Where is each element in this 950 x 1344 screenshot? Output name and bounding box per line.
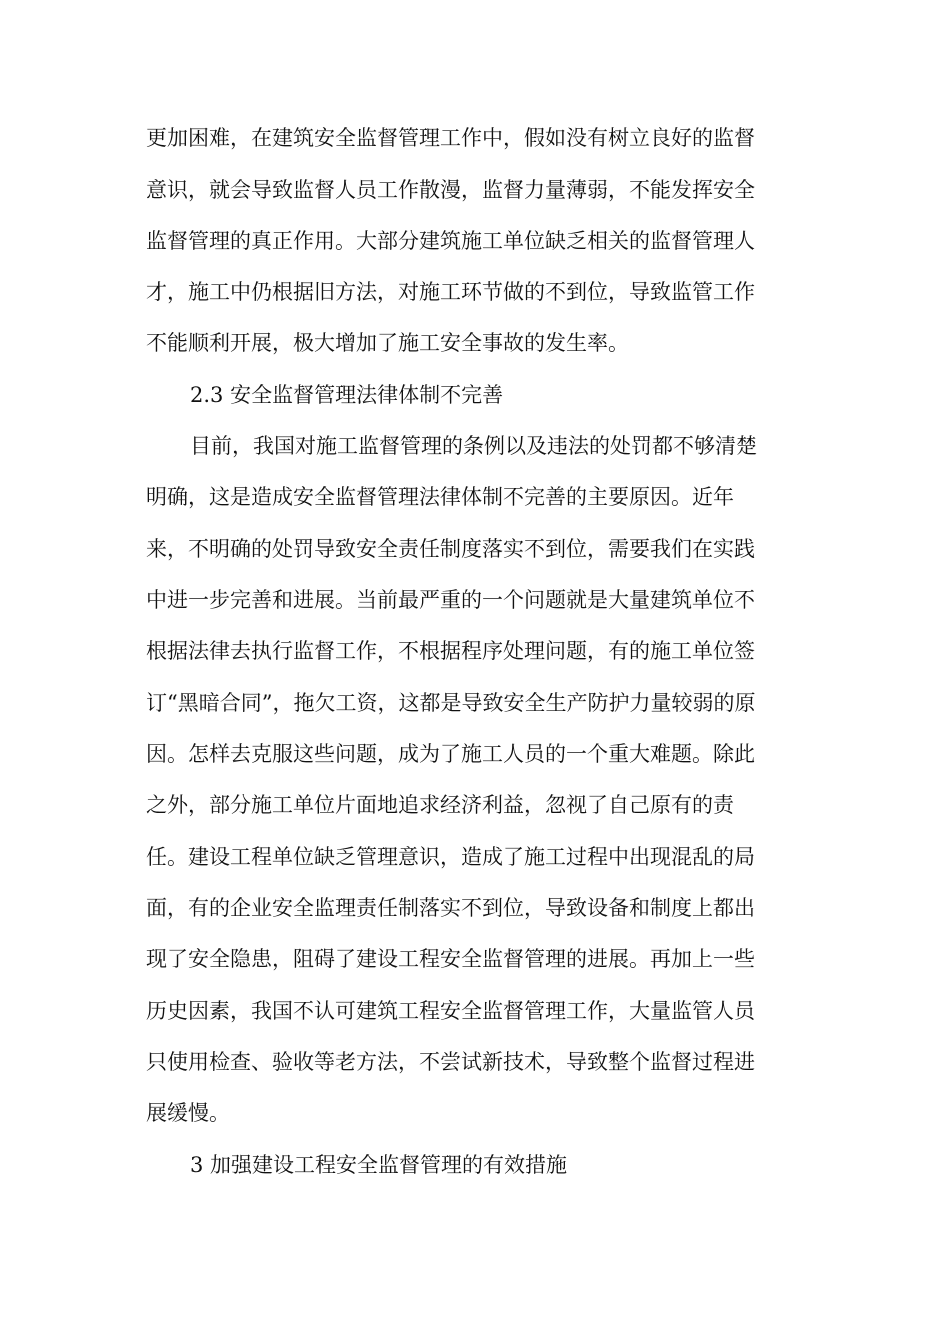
paragraph-line: 明确，这是造成安全监督管理法律体制不完善的主要原因。近年 <box>146 485 734 509</box>
paragraph-line: 意识，就会导致监督人员工作散漫，监督力量薄弱，不能发挥安全 <box>146 178 755 202</box>
paragraph-line: 才，施工中仍根据旧方法，对施工环节做的不到位，导致监管工作 <box>146 280 755 304</box>
paragraph-line: 监督管理的真正作用。大部分建筑施工单位缺乏相关的监督管理人 <box>146 229 755 253</box>
paragraph-line: 展缓慢。 <box>146 1101 230 1125</box>
paragraph-line: 任。建设工程单位缺乏管理意识，造成了施工过程中出现混乱的局 <box>146 845 755 869</box>
paragraph-line: 根据法律去执行监督工作，不根据程序处理问题，有的施工单位签 <box>146 639 755 663</box>
paragraph-line: 目前，我国对施工监督管理的条例以及违法的处罚都不够清楚 <box>190 434 757 458</box>
paragraph-line: 只使用检查、验收等老方法，不尝试新技术，导致整个监督过程进 <box>146 1050 755 1074</box>
paragraph-line: 历史因素，我国不认可建筑工程安全监督管理工作，大量监管人员 <box>146 999 755 1023</box>
paragraph-line: 现了安全隐患，阻碍了建设工程安全监督管理的进展。再加上一些 <box>146 947 755 971</box>
paragraph-line: 更加困难，在建筑安全监督管理工作中，假如没有树立良好的监督 <box>146 126 755 150</box>
paragraph-line: 不能顺利开展，极大增加了施工安全事故的发生率。 <box>146 331 629 355</box>
paragraph-line: 来，不明确的处罚导致安全责任制度落实不到位，需要我们在实践 <box>146 537 755 561</box>
paragraph-line: 中进一步完善和进展。当前最严重的一个问题就是大量建筑单位不 <box>146 588 755 612</box>
paragraph-line: 之外，部分施工单位片面地追求经济利益，忽视了自己原有的责 <box>146 793 734 817</box>
paragraph-line: 因。怎样去克服这些问题，成为了施工人员的一个重大难题。除此 <box>146 742 755 766</box>
section-heading-3: 3 加强建设工程安全监督管理的有效措施 <box>190 1153 568 1177</box>
section-heading-2-3: 2.3 安全监督管理法律体制不完善 <box>190 383 504 407</box>
paragraph-line: 面，有的企业安全监理责任制落实不到位，导致设备和制度上都出 <box>146 896 755 920</box>
paragraph-line: 订“黑暗合同”，拖欠工资，这都是导致安全生产防护力量较弱的原 <box>146 691 756 715</box>
